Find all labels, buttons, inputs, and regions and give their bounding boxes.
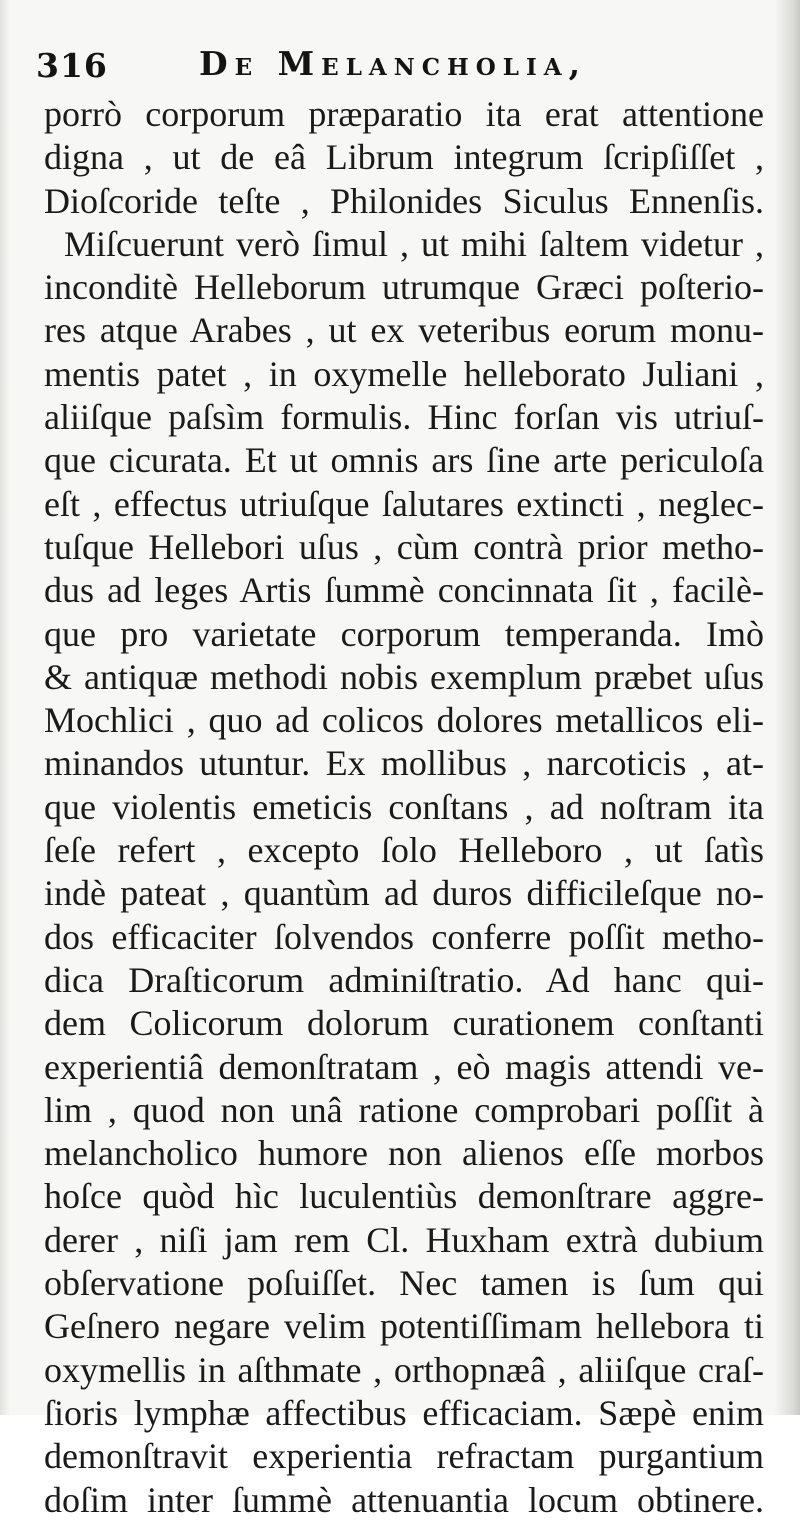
text-line: lim , quod non unâ ratione comprobari poſſit à (44, 1089, 764, 1130)
text-line: que cicurata. Et ut omnis ars ſine arte periculoſa (44, 440, 764, 481)
text-line: oxymellis in aſthmate , orthopnæâ , aliiſque craſ- (44, 1349, 764, 1390)
text-line: dus ad leges Artis ſummè concinnata ſit , facilè- (44, 570, 764, 611)
text-line: minandos utuntur. Ex mollibus , narcoticis , at- (44, 743, 764, 784)
text-line: inconditè Helleborum utrumque Græci poſterio- (44, 267, 764, 308)
text-line: & antiquæ methodi nobis exemplum præbet uſus (44, 656, 764, 697)
text-line: Miſcuerunt verò ſimul , ut mihi ſaltem videtur , (64, 223, 764, 264)
text-line: tuſque Hellebori uſus , cùm contrà prior metho- (44, 526, 764, 567)
page-number: 316 (36, 46, 108, 85)
text-line: que violentis emeticis conſtans , ad noſtram ita (44, 786, 764, 827)
text-line: dos efficaciter ſolvendos conferre poſſit metho- (44, 916, 764, 957)
text-line: eſt , effectus utriuſque ſalutares extincti , neglec- (44, 483, 764, 524)
text-line: res atque Arabes , ut ex veteribus eorum monu- (44, 310, 764, 351)
text-line: derer , niſi jam rem Cl. Huxham extrà dubium (44, 1219, 764, 1260)
text-line: mentis patet , in oxymelle helleborato Juliani , (44, 353, 764, 394)
text-line: ſioris lymphæ affectibus efficaciam. Sæpè enim (44, 1392, 764, 1433)
text-line: Dioſcoride teſte , Philonides Siculus Ennenſis. (44, 180, 764, 221)
text-line: experientiâ demonſtratam , eò magis attendi ve- (44, 1046, 764, 1087)
text-line: aliiſque paſsìm formulis. Hinc forſan vis utriuſ- (44, 397, 764, 438)
text-line: hoſce quòd hìc luculentiùs demonſtrare aggre- (44, 1176, 764, 1217)
text-line: doſim inter ſummè attenuantia locum obtinere. (44, 1479, 764, 1520)
text-line: Mochlici , quo ad colicos dolores metallicos eli- (44, 700, 764, 741)
text-line: porrò corporum præparatio ita erat attentione (44, 94, 764, 134)
text-line: dica Draſticorum adminiſtratio. Ad hanc qui- (44, 959, 764, 1000)
text-line: melancholico humore non alienos eſſe morbos (44, 1133, 764, 1174)
text-line: ſeſe refert , excepto ſolo Helleboro , ut ſatìs (44, 830, 764, 871)
text-line: digna , ut de eâ Librum integrum ſcripſiſſet , (44, 137, 764, 178)
text-line: Geſnero negare velim potentiſſimam hellebora ti (44, 1306, 764, 1347)
text-line: demonſtravit experientia refractam purgantium (44, 1436, 764, 1477)
page-left-edge (0, 0, 10, 1415)
body-text (44, 93, 764, 1522)
text-line: indè pateat , quantùm ad duros difficileſque no- (44, 873, 764, 914)
page-right-edge (774, 0, 800, 1415)
text-line: dem Colicorum dolorum curationem conſtanti (44, 1003, 764, 1044)
running-head (36, 38, 776, 94)
text-line: que pro varietate corporum temperanda. Imò (44, 613, 764, 654)
text-line: obſervatione poſuiſſet. Nec tamen is ſum qui (44, 1263, 764, 1304)
running-title: De Melancholia, (199, 44, 588, 83)
